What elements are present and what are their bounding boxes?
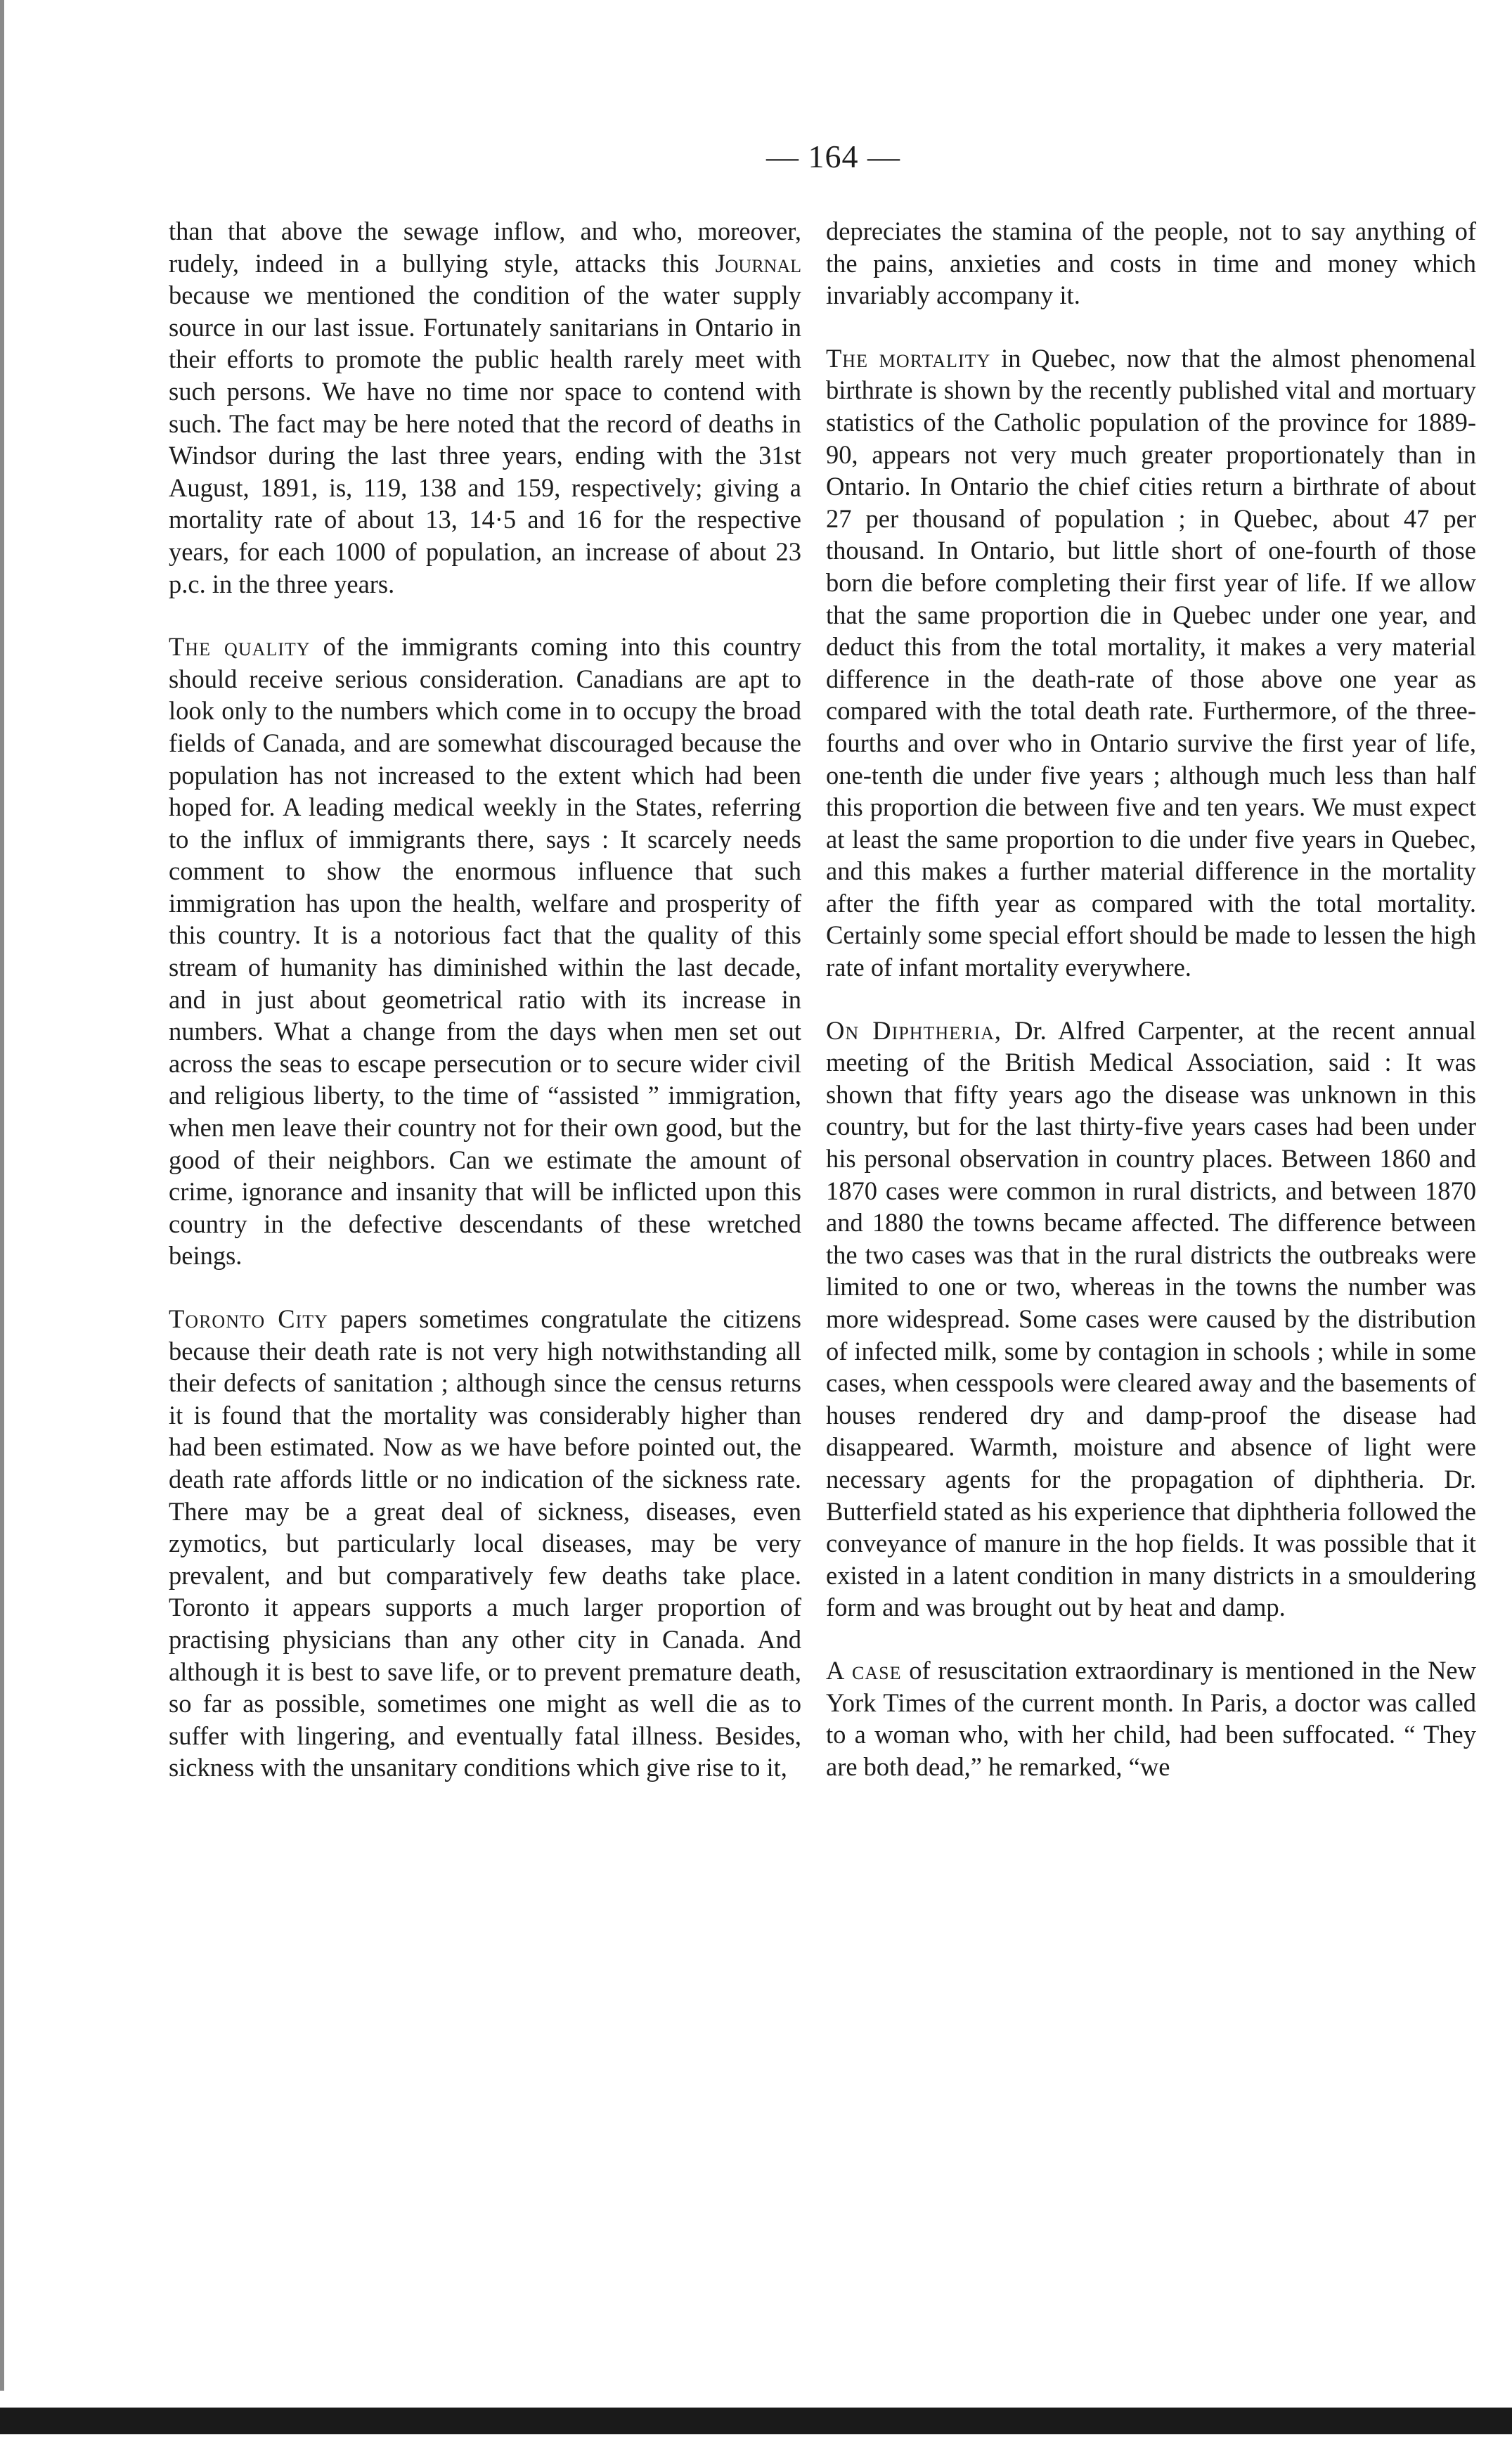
paragraph-text: Dr. Alfred Carpenter, at the recent annual meeting of the British Medical Association, said : It was shown that fifty years ago the disease was unknown in this country, but for the last thirty-five years cases had been under his personal observation in country places. Between 1860 and 1870 cases were common in rural districts, and between 1870 and 1880 the towns became affected. The difference between the two cases was that in the rural districts the outbreaks were limited to one or two, whereas in the towns the number was more widespread. Some cases were caused by the distribution of infected milk, some by contagion in schools ; while in some cases, when cesspools were cleared away and the basements of houses rendered dry and damp-proof the disease had disappeared. Warmth, moisture and absence of light were necessary agents for the propagation of diphtheria. Dr. Butterfield stated as his experience that diphtheria followed the conveyance of manure in the hop fields. It was possible that it existed in a latent condition in many districts in a smouldering form and was brought out by heat and damp. [826,1015,1476,1622]
bottom-border [0,2408,1512,2434]
page-edge-shadow [0,0,4,2391]
right-column [826,215,1476,1813]
paragraph-text: papers sometimes congratulate the citizens because their death rate is not very high notwithstanding all their defects of sanitation ; although since the census returns it is found that the mortality was considerably higher than had been estimated. Now as we have before pointed out, the death rate affords little or no indication of the sickness rate. There may be a great deal of sickness, diseases, even zymotics, but particularly local diseases, may be very prevalent, and but comparatively few deaths take place. Toronto it appears supports a much larger proportion of practising physicians than any other city in Canada. And although it is best to save life, or to prevent premature death, so far as possible, sometimes one might as well die as to suffer with lingering, and eventually fatal illness. Besides, sickness with the unsanitary conditions which give rise to it, [169,1304,801,1782]
paragraph-windsor-mortality [169,215,801,600]
paragraph-lead: The mortality [826,343,991,373]
journal-name: Journal [715,248,801,278]
paragraph-continuation [826,215,1476,311]
paragraph-lead: On Diphtheria, [826,1015,1002,1045]
paragraph-lead: The quality [169,632,311,662]
paragraph-text: in Quebec, now that the almost phenomenal birthrate is shown by the recently published vital and mortuary statistics of the Catholic population of the province for 1889-90, appears not very much greater proportionately than in Ontario. In Ontario the chief cities return a birthrate of about 27 per thousand of population ; in Quebec, about 47 per thousand. In Ontario, but little short of one-fourth of those born die before completing their first year of life. If we allow that the same proportion die in Quebec under one year, and deduct this from the total mortality, it makes a very material difference in the death-rate of those above one year as compared with the total death rate. Furthermore, of the three-fourths and over who in Ontario survive the first year of life, one-tenth die under five years ; although much less than half this proportion die between five and ten years. We must expect at least the same proportion to die under five years in Quebec, and this makes a further material difference in the mortality after the fifth year as compared with the total mortality. Certainly some special effort should be made to lessen the high rate of infant mortality everywhere. [826,343,1476,982]
paragraph-lead: Toronto City [169,1304,328,1333]
paragraph-diphtheria [826,1015,1476,1624]
paragraph-quebec-mortality [826,342,1476,984]
paragraph-text: of resuscitation extraordinary is mentioned in the New York Times of the current month. In Paris, a doctor was called to a woman who, with her child, had been suffocated. “ They are both dead,” he remarked, “we [826,1655,1476,1781]
paragraph-toronto-city [169,1303,801,1784]
paragraph-text: because we mentioned the condition of the water supply source in our last issue. Fortunately sanitarians in Ontario in their efforts to promote the public health rarely meet with such persons. We have no time nor space to contend with such. The fact may be here noted that the record of deaths in Windsor during the last three years, ending with the 31st August, 1891, is, 119, 138 and 159, respectively; giving a mortality rate of about 13, 14·5 and 16 for the respective years, for each 1000 of population, an increase of about 23 p.c. in the three years. [169,281,801,598]
paragraph-resuscitation [826,1654,1476,1782]
paragraph-lead: A case [826,1655,902,1685]
page-number: — 164 — [766,139,900,174]
paragraph-text: depreciates the stamina of the people, not to say anything of the pains, anxieties and costs in time and money which invariably accompany it. [826,217,1476,310]
paragraph-immigrants-quality [169,631,801,1272]
left-column [169,215,801,1815]
paragraph-text: of the immigrants coming into this country should receive serious consideration. Canadians are apt to look only to the numbers which come in to occupy the broad fields of Canada, and are somewhat discouraged because the population has not increased to the extent which had been hoped for. A leading medical weekly in the States, referring to the influx of immigrants there, says : It scarcely needs comment to show the enormous influence that such immigration has upon the health, welfare and prosperity of this country. It is a notorious fact that the quality of this stream of humanity has diminished within the last decade, and in just about geometrical ratio with its increase in numbers. What a change from the days when men set out across the seas to escape persecution or to secure wider civil and religious liberty, to the time of “assisted ” immigration, when men leave their country not for their own good, but the good of their neighbors. Can we estimate the amount of crime, ignorance and insanity that will be inflicted upon this country in the defective descendants of these wretched beings. [169,632,801,1271]
paragraph-text: than that above the sewage inflow, and who, moreover, rudely, indeed in a bullying style, attacks this [169,217,801,278]
